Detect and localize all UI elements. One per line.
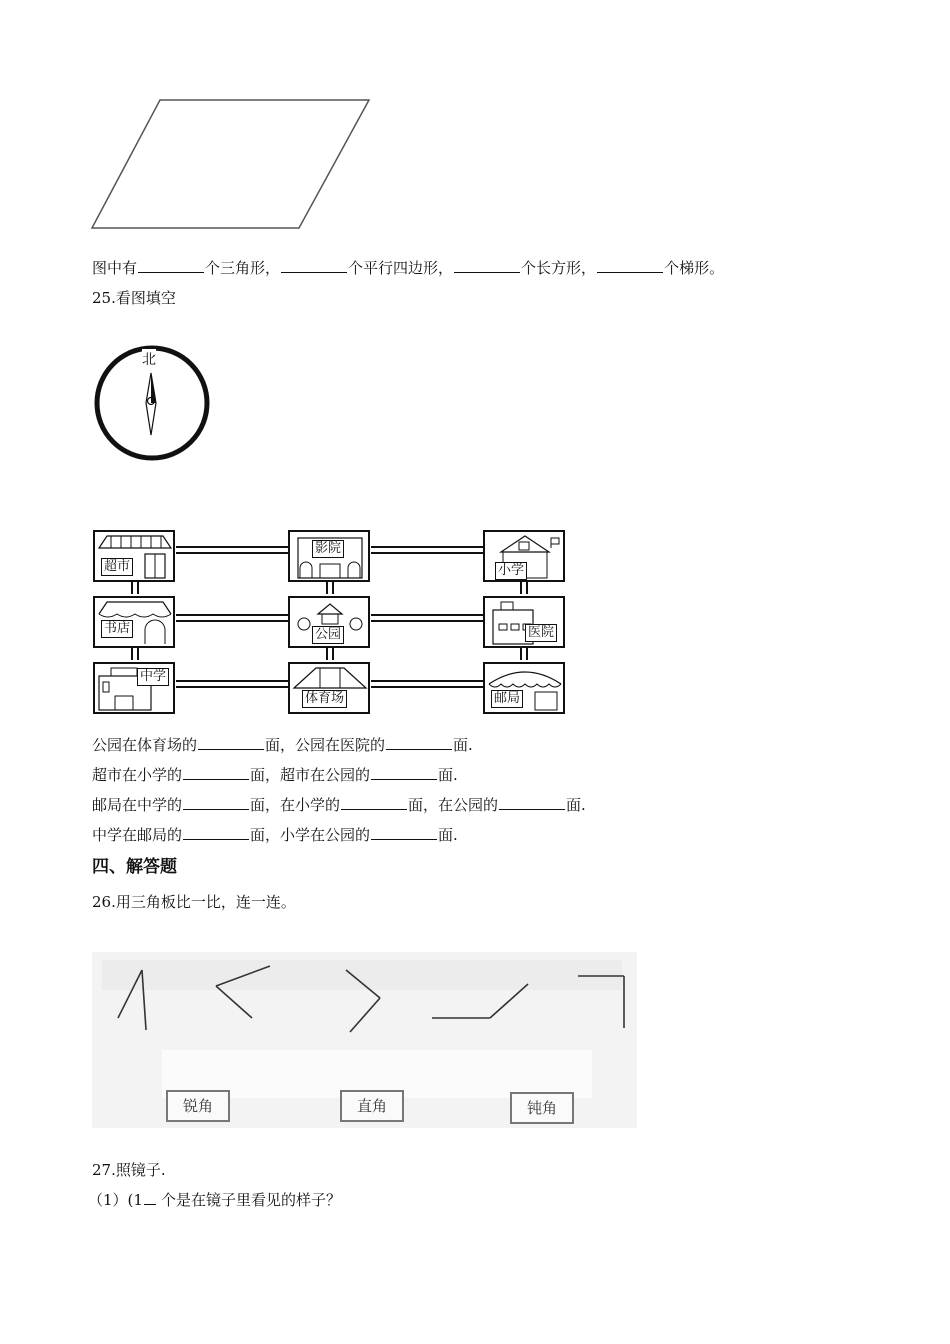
q25-text: 公园在体育场的 — [92, 736, 198, 754]
q25-text: 面. — [453, 736, 473, 754]
answer-blank[interactable] — [281, 258, 347, 273]
answer-blank[interactable] — [183, 825, 249, 840]
q25-line-3 — [92, 795, 586, 815]
road — [520, 582, 528, 594]
answer-blank[interactable] — [454, 258, 520, 273]
place-label: 超市 — [101, 558, 133, 576]
q24-text-2: 个平行四边形， — [348, 259, 454, 277]
acute-angle-label[interactable]: 锐角 — [166, 1090, 230, 1122]
answer-blank[interactable] — [198, 735, 264, 750]
q25-text: 面，公园在医院的 — [265, 736, 386, 754]
place-label: 体育场 — [302, 690, 347, 708]
place-label: 书店 — [101, 620, 133, 638]
road — [176, 614, 288, 622]
road — [371, 614, 483, 622]
answer-blank[interactable] — [183, 765, 249, 780]
q25-text: 面，在公园的 — [408, 796, 499, 814]
answer-blank[interactable] — [597, 258, 663, 273]
road — [326, 648, 334, 660]
q25-text: 超市在小学的 — [92, 766, 183, 784]
q25-text: 面. — [438, 826, 458, 844]
q25-text: 面，小学在公园的 — [250, 826, 371, 844]
place-label: 医院 — [525, 624, 557, 642]
q25-text: 面. — [438, 766, 458, 784]
right-angle-label[interactable]: 直角 — [340, 1090, 404, 1122]
obtuse-angle-label[interactable]: 钝角 — [510, 1092, 574, 1124]
answer-blank[interactable] — [144, 1190, 156, 1205]
q24-text-1: 个三角形， — [205, 259, 281, 277]
q27-title: 27.照镜子. — [92, 1161, 166, 1179]
road — [371, 546, 483, 554]
q24-text-0: 图中有 — [92, 259, 138, 277]
q25-text: 面. — [566, 796, 586, 814]
q25-line-1 — [92, 735, 473, 755]
road — [131, 648, 139, 660]
road — [131, 582, 139, 594]
q25-text: 面，超市在公园的 — [250, 766, 371, 784]
road — [176, 680, 288, 688]
map-cinema — [288, 530, 370, 582]
map-post-office — [483, 662, 565, 714]
answer-blank[interactable] — [371, 825, 437, 840]
map-supermarket — [93, 530, 175, 582]
q25-text: 中学在邮局的 — [92, 826, 183, 844]
angle-matching-figure — [92, 952, 637, 1128]
place-label: 中学 — [137, 668, 169, 686]
q25-text: 面，在小学的 — [250, 796, 341, 814]
answer-blank[interactable] — [371, 765, 437, 780]
map-bookstore — [93, 596, 175, 648]
map-hospital — [483, 596, 565, 648]
q25-line-2 — [92, 765, 458, 785]
place-label: 公园 — [312, 626, 344, 644]
map-middle-school — [93, 662, 175, 714]
road — [326, 582, 334, 594]
answer-blank[interactable] — [138, 258, 204, 273]
parallelogram-figure — [88, 96, 378, 232]
q24-fill-line — [92, 258, 724, 278]
map-park — [288, 596, 370, 648]
answer-blank[interactable] — [341, 795, 407, 810]
place-label: 影院 — [312, 540, 344, 558]
q24-text-3: 个长方形， — [521, 259, 597, 277]
q25-text: 邮局在中学的 — [92, 796, 183, 814]
place-label: 邮局 — [491, 690, 523, 708]
road — [371, 680, 483, 688]
q27-sub1-prefix: （1）(1 — [88, 1191, 143, 1209]
q27-sub1 — [88, 1190, 341, 1210]
answer-blank[interactable] — [386, 735, 452, 750]
answer-blank[interactable] — [183, 795, 249, 810]
compass-north-label: 北 — [142, 349, 156, 369]
answer-blank[interactable] — [499, 795, 565, 810]
road — [520, 648, 528, 660]
q25-title: 25.看图填空 — [92, 289, 176, 307]
place-label: 小学 — [495, 562, 527, 580]
road — [176, 546, 288, 554]
q26-title: 26.用三角板比一比，连一连。 — [92, 893, 296, 911]
q25-line-4 — [92, 825, 458, 845]
section-title: 四、解答题 — [92, 857, 177, 877]
map-primary-school — [483, 530, 565, 582]
q24-text-4: 个梯形。 — [664, 259, 725, 277]
q27-sub1-suffix: 个是在镜子里看见的样子？ — [160, 1191, 341, 1209]
map-stadium — [288, 662, 370, 714]
compass — [92, 343, 212, 463]
